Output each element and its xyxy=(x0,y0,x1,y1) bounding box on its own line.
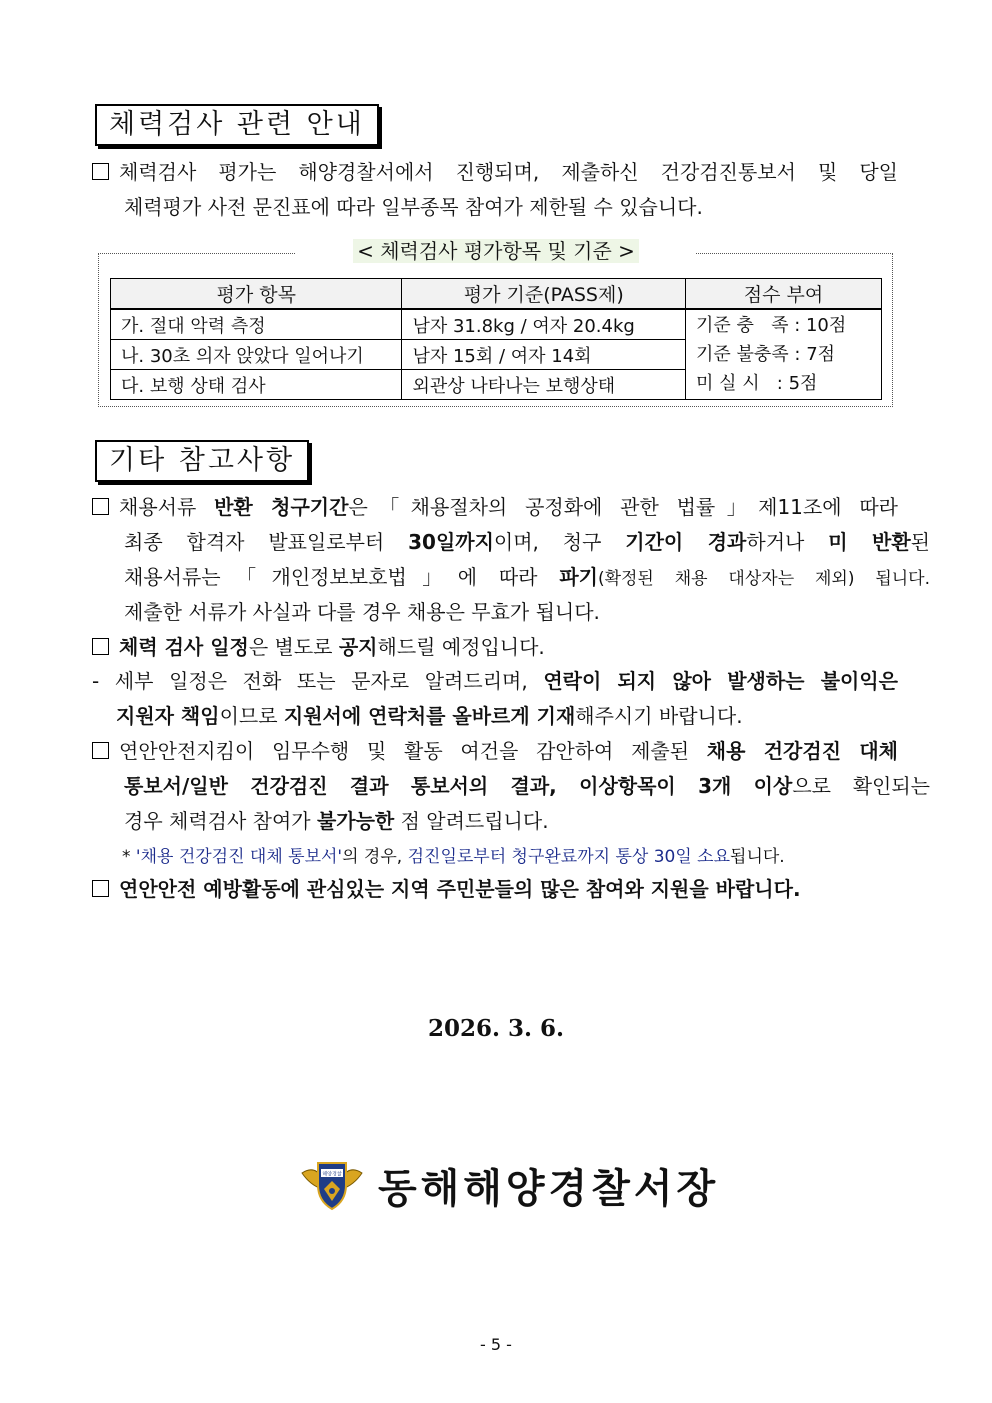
page-number: - 5 - xyxy=(480,1335,512,1354)
score-line: 기준 충 족 : 10점 xyxy=(696,315,847,336)
table-row xyxy=(111,309,882,340)
table-header-row xyxy=(111,279,882,310)
notes-p4-line2: 통보서/일반 건강검진 결과 통보서의 결과, 이상항목이 3개 이상으로 확인되는 xyxy=(124,774,930,798)
checkbox-icon xyxy=(92,163,109,180)
notes-p1-line3: 채용서류는「개인정보보호법」에 따라 파기(확정된 채용 대상자는 제외) 됩니다. xyxy=(124,565,931,589)
svg-text:해양경찰: 해양경찰 xyxy=(322,1171,342,1178)
header-score: 점수 부여 xyxy=(686,279,882,310)
section-heading-fitness: 체력검사 관련 안내 xyxy=(95,104,379,146)
section-heading-notes: 기타 참고사항 xyxy=(95,440,309,482)
notes-p3-line1: - 세부 일정은 전화 또는 문자로 알려드리며, 연락이 되지 않아 발생하는 불이익은 xyxy=(92,669,898,693)
document-date: 2026. 3. 6. xyxy=(427,1015,565,1042)
checkbox-icon xyxy=(92,880,109,897)
score-cell xyxy=(686,309,882,400)
notes-p4-line3: 경우 체력검사 참여가 불가능한 점 알려드립니다. xyxy=(124,809,549,833)
row-item: 가. 절대 악력 측정 xyxy=(111,309,402,340)
row-item: 나. 30초 의자 앉았다 일어나기 xyxy=(111,340,402,370)
notes-p3-line2: 지원자 책임이므로 지원서에 연락처를 올바르게 기재해주시기 바랍니다. xyxy=(116,704,743,728)
score-line: 기준 불충족 : 7점 xyxy=(696,344,836,365)
row-item: 다. 보행 상태 검사 xyxy=(111,370,402,400)
notes-p1-line2: 최종 합격자 발표일로부터 30일까지이며, 청구 기간이 경과하거나 미 반환된 xyxy=(124,530,930,554)
criteria-table xyxy=(110,278,882,400)
notes-p5: 연안안전 예방활동에 관심있는 지역 주민분들의 많은 참여와 지원을 바랍니다. xyxy=(92,872,898,907)
notes-p1-line4: 제출한 서류가 사실과 다를 경우 채용은 무효가 됩니다. xyxy=(124,600,600,624)
notes-p1-line1: 채용서류 반환 청구기간은「채용절차의 공정화에 관한 법률」제11조에 따라 xyxy=(92,490,898,525)
checkbox-icon xyxy=(92,638,109,655)
row-criteria: 외관상 나타나는 보행상태 xyxy=(402,370,686,400)
notes-footnote: * '채용 건강검진 대체 통보서'의 경우, 검진일로부터 청구완료까지 통상 30일 소요됩니다. xyxy=(122,847,785,867)
checkbox-icon xyxy=(92,742,109,759)
fitness-intro-line2: 체력평가 사전 문진표에 따라 일부종목 참여가 제한될 수 있습니다. xyxy=(124,195,703,219)
table-caption: < 체력검사 평가항목 및 기준 > xyxy=(296,235,696,267)
row-criteria: 남자 15회 / 여자 14회 xyxy=(402,340,686,370)
row-criteria: 남자 31.8kg / 여자 20.4kg xyxy=(402,309,686,340)
checkbox-icon xyxy=(92,498,109,515)
fitness-intro-line1: 체력검사 평가는 해양경찰서에서 진행되며, 제출하신 건강검진통보서 및 당일 xyxy=(92,155,898,190)
notes-p4-line1: 연안안전지킴이 임무수행 및 활동 여건을 감안하여 제출된 채용 건강검진 대체 xyxy=(92,734,898,769)
header-item: 평가 항목 xyxy=(111,279,402,310)
score-line: 미 실 시 : 5점 xyxy=(696,373,818,394)
coast-guard-emblem-icon xyxy=(300,1155,364,1215)
header-criteria: 평가 기준(PASS제) xyxy=(402,279,686,310)
notes-p2: 체력 검사 일정은 별도로 공지해드릴 예정입니다. xyxy=(92,630,898,665)
organization-name: 동해해양경찰서장 xyxy=(378,1165,720,1212)
organization-signature xyxy=(300,1155,719,1215)
